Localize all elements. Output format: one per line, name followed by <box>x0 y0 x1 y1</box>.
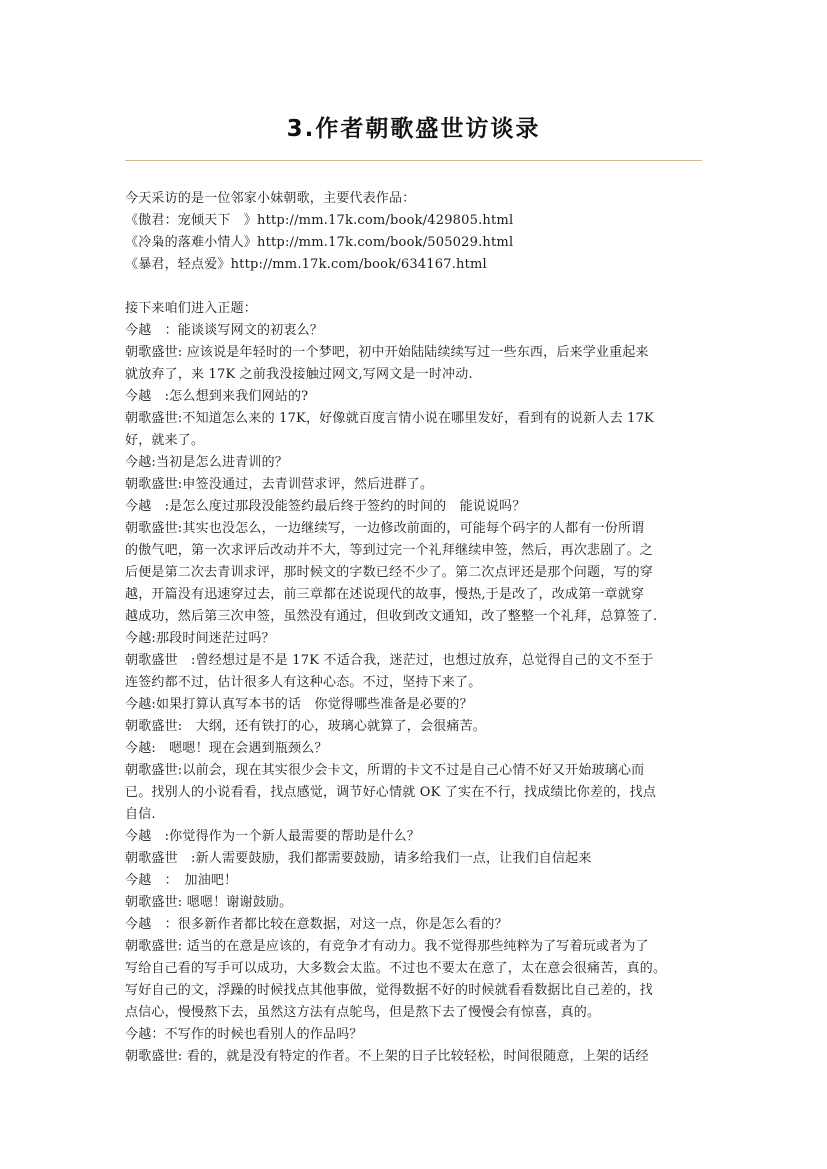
article-body <box>125 188 705 1068</box>
transcript-line: 今越 ：能谈谈写网文的初衷么？ <box>125 323 324 338</box>
transcript-line: 朝歌盛世:其实也没怎么，一边继续写，一边修改前面的，可能每个码字的人都有一份所谓 <box>125 521 645 536</box>
transcript-line: 就放弃了，来 17K 之前我没接触过网文,写网文是一时冲动. <box>125 367 473 382</box>
page-title: 3.作者朝歌盛世访谈录 <box>286 116 541 142</box>
book-link-2: 《冷枭的落难小情人》http://mm.17k.com/book/505029.html <box>125 235 514 250</box>
transcript-line: 朝歌盛世: 适当的在意是应该的，有竞争才有动力。我不觉得那些纯粹为了写着玩或者为了 <box>125 939 649 954</box>
intro-line: 今天采访的是一位邻家小妹朝歌，主要代表作品： <box>125 191 416 206</box>
transcript-line: 朝歌盛世: 应该说是年轻时的一个梦吧，初中开始陆陆续续写过一些东西，后来学业重起来 <box>125 345 649 360</box>
transcript-line: 今越:那段时间迷茫过吗？ <box>125 631 275 646</box>
transcript-line: 朝歌盛世: 看的，就是没有特定的作者。不上架的日子比较轻松，时间很随意，上架的话经 <box>125 1049 649 1064</box>
transcript-line: 今越 :你觉得作为一个新人最需要的帮助是什么？ <box>125 829 420 844</box>
transcript-line: 越，开篇没有迅速穿过去，前三章都在述说现代的故事，慢热,于是改了，改成第一章就穿 <box>125 587 645 602</box>
transcript-line: 朝歌盛世 :曾经想过是不是 17K 不适合我，迷茫过，也想过放弃，总觉得自己的文不至于 <box>125 653 654 668</box>
transcript-line: 今越:当初是怎么进青训的？ <box>125 455 288 470</box>
transcript-line: 写好自己的文，浮躁的时候找点其他事做，觉得数据不好的时候就看看数据比自己差的，找 <box>125 983 654 998</box>
transcript-line: 今越：不写作的时候也看别人的作品吗？ <box>125 1027 363 1042</box>
transcript-line: 连签约都不过，估计很多人有这种心态。不过，坚持下来了。 <box>125 675 482 690</box>
transcript-line: 已。找别人的小说看看，找点感觉，调节好心情就 OK 了实在不行，找成绩比你差的，找点 <box>125 785 657 800</box>
transcript-line: 越成功，然后第三次申签，虽然没有通过，但收到改文通知，改了整整一个礼拜，总算签了. <box>125 609 658 624</box>
paragraph-gap <box>125 276 705 298</box>
transcript-line: 今越 ：很多新作者都比较在意数据，对这一点，你是怎么看的？ <box>125 917 508 932</box>
transcript-line: 自信. <box>125 807 156 822</box>
transcript-line: 朝歌盛世: 大纲，还有铁打的心，玻璃心就算了，会很痛苦。 <box>125 719 486 734</box>
book-link-3: 《暴君，轻点爱》http://mm.17k.com/book/634167.html <box>125 257 487 272</box>
transcript-line: 朝歌盛世:不知道怎么来的 17K，好像就百度言情小说在哪里发好，看到有的说新人去 17K <box>125 411 654 426</box>
book-link-1: 《傲君：宠倾天下 》http://mm.17k.com/book/429805.html <box>125 213 514 228</box>
transcript-line: 今越:如果打算认真写本书的话 你觉得哪些准备是必要的？ <box>125 697 473 712</box>
transcript-line: 朝歌盛世:以前会，现在其实很少会卡文，所谓的卡文不过是自己心情不好又开始玻璃心而 <box>125 763 645 778</box>
transcript-line: 接下来咱们进入正题： <box>125 301 258 316</box>
transcript-line: 朝歌盛世: 嗯嗯！谢谢鼓励。 <box>125 895 293 910</box>
transcript-line: 朝歌盛世:申签没通过，去青训营求评，然后进群了。 <box>125 477 434 492</box>
transcript-line: 写给自己看的写手可以成功，大多数会太监。不过也不要太在意了，太在意会很痛苦，真的。 <box>125 961 667 976</box>
transcript-line: 朝歌盛世 :新人需要鼓励，我们都需要鼓励，请多给我们一点，让我们自信起来 <box>125 851 592 866</box>
transcript-line: 的傲气吧，第一次求评后改动并不大，等到过完一个礼拜继续申签，然后，再次悲剧了。之 <box>125 543 654 558</box>
transcript-line: 今越 :是怎么度过那段没能签约最后终于签约的时间的 能说说吗？ <box>125 499 526 514</box>
transcript-line: 后便是第二次去青训求评，那时候文的字数已经不少了。第二次点评还是那个问题，写的穿 <box>125 565 654 580</box>
interview-transcript <box>125 298 705 1068</box>
transcript-line: 今越: 嗯嗯！现在会遇到瓶颈么？ <box>125 741 328 756</box>
transcript-line: 今越 :怎么想到来我们网站的? <box>125 389 309 404</box>
transcript-line: 好，就来了。 <box>125 433 205 448</box>
transcript-line: 点信心，慢慢熬下去，虽然这方法有点鸵鸟，但是熬下去了慢慢会有惊喜，真的。 <box>125 1005 601 1020</box>
transcript-line: 今越 ： 加油吧！ <box>125 873 238 888</box>
title-divider <box>125 160 702 161</box>
